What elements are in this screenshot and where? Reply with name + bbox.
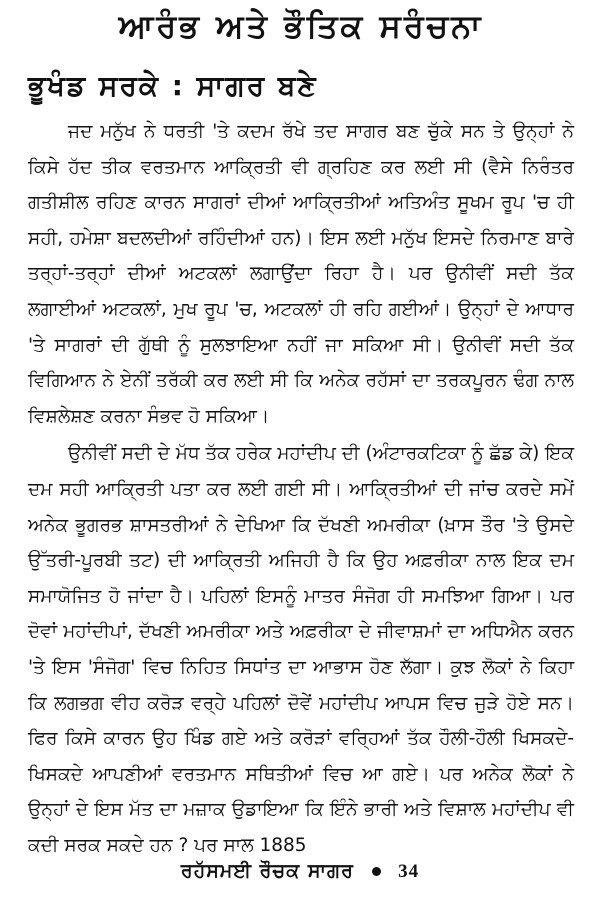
footer-book-title: ਰਹੱਸਮਈ ਰੌਚਕ ਸਾਗਰ — [180, 860, 354, 882]
page-number: 34 — [398, 861, 420, 882]
section-heading: ਭੂਖੰਡ ਸਰਕੇ : ਸਾਗਰ ਬਣੇ — [28, 69, 318, 102]
bullet-separator-icon — [372, 867, 381, 876]
chapter-title: ਆਰੰਭ ਅਤੇ ਭੌਤਿਕ ਸਰੰਚਨਾ — [118, 7, 484, 45]
page-footer — [0, 859, 600, 884]
body-paragraph-1: ਜਦ ਮਨੁੱਖ ਨੇ ਧਰਤੀ 'ਤੇ ਕਦਮ ਰੱਖੇ ਤਦ ਸਾਗਰ ਬਣ ਚੁੱਕੇ ਸਨ ਤੇ ਉਨ੍ਹਾਂ ਨੇ ਕਿਸੇ ਹੱਦ ਤੀਕ ਵਰਤਮਾਨ ਆਕ੍ਰਿਤੀ ਵੀ ਗ੍ਰਹਿਣ ਕਰ ਲਈ ਸੀ (ਵੈਸੇ ਨਿਰੰਤਰ ਗਤੀਸ਼ੀਲ ਰਹਿਣ ਕਾਰਨ ਸਾਗਰਾਂ ਦੀਆਂ ਆਕ੍ਰਿਤੀਆਂ ਅਤਿਅੰਤ ਸੂਖਮ ਰੂਪ 'ਚ ਹੀ ਸਹੀ, ਹਮੇਸ਼ਾ ਬਦਲਦੀਆਂ ਰਹਿੰਦੀਆਂ ਹਨ)। ਇਸ ਲਈ ਮਨੁੱਖ ਇਸਦੇ ਨਿਰਮਾਣ ਬਾਰੇ ਤਰ੍ਹਾਂ-ਤਰ੍ਹਾਂ ਦੀਆਂ ਅਟਕਲਾਂ ਲਗਾਉਂਦਾ ਰਿਹਾ ਹੈ। ਪਰ ਉਨੀਵੀਂ ਸਦੀ ਤੱਕ ਲਗਾਈਆਂ ਅਟਕਲਾਂ, ਮੁਖ ਰੂਪ 'ਚ, ਅਟਕਲਾਂ ਹੀ ਰਹਿ ਗਈਆਂ। ਉਨ੍ਹਾਂ ਦੇ ਆਧਾਰ 'ਤੇ ਸਾਗਰਾਂ ਦੀ ਗੁੱਥੀ ਨੂੰ ਸੁਲਝਾਇਆ ਨਹੀਂ ਜਾ ਸਕਿਆ ਸੀ। ਉਨੀਵੀਂ ਸਦੀ ਤੱਕ ਵਿਗਿਆਨ ਨੇ ਏਨੀਂ ਤਰੱਕੀ ਕਰ ਲਈ ਸੀ ਕਿ ਅਨੇਕ ਰਹੱਸਾਂ ਦਾ ਤਰਕਪੂਰਨ ਢੰਗ ਨਾਲ ਵਿਸ਼ਲੇਸ਼ਣ ਕਰਨਾ ਸੰਭਵ ਹੋ ਸਕਿਆ। — [28, 121, 574, 427]
body-paragraph-2: ਉਨੀਵੀਂ ਸਦੀ ਦੇ ਮੱਧ ਤੱਕ ਹਰੇਕ ਮਹਾਂਦੀਪ ਦੀ (ਅੰਟਾਰਕਟਿਕਾ ਨੂੰ ਛੱਡ ਕੇ) ਇਕ ਦਮ ਸਹੀ ਆਕ੍ਰਿਤੀ ਪਤਾ ਕਰ ਲਈ ਗਈ ਸੀ। ਆਕ੍ਰਿਤੀਆਂ ਦੀ ਜਾਂਚ ਕਰਦੇ ਸਮੇਂ ਅਨੇਕ ਭੂਗਰਭ ਸ਼ਾਸਤਰੀਆਂ ਨੇ ਦੇਖਿਆ ਕਿ ਦੱਖਣੀ ਅਮਰੀਕਾ (ਖ਼ਾਸ ਤੌਰ 'ਤੇ ਉਸਦੇ ਉੱਤਰੀ-ਪੂਰਬੀ ਤਟ) ਦੀ ਆਕ੍ਰਿਤੀ ਅਜਿਹੀ ਹੈ ਕਿ ਉਹ ਅਫ਼ਰੀਕਾ ਨਾਲ ਇਕ ਦਮ ਸਮਾਯੋਜਿਤ ਹੋ ਜਾਂਦਾ ਹੈ। ਪਹਿਲਾਂ ਇਸਨੂੰ ਮਾਤਰ ਸੰਜੋਗ ਹੀ ਸਮਝਿਆ ਗਿਆ। ਪਰ ਦੋਵਾਂ ਮਹਾਂਦੀਪਾਂ, ਦੱਖਣੀ ਅਮਰੀਕਾ ਅਤੇ ਅਫ਼ਰੀਕਾ ਦੇ ਜੀਵਾਸ਼ਮਾਂ ਦਾ ਅਧਿਐਨ ਕਰਨ 'ਤੇ ਇਸ 'ਸੰਜੋਗ' ਵਿਚ ਨਿਹਿਤ ਸਿਧਾਂਤ ਦਾ ਆਭਾਸ ਹੋਣ ਲੱਗਾ। ਕੁਝ ਲੋਕਾਂ ਨੇ ਕਿਹਾ ਕਿ ਲਗਭਗ ਵੀਹ ਕਰੋੜ ਵਰ੍ਹੇ ਪਹਿਲਾਂ ਦੋਵੇਂ ਮਹਾਂਦੀਪ ਆਪਸ ਵਿਚ ਜੁੜੇ ਹੋਏ ਸਨ। ਫਿਰ ਕਿਸੇ ਕਾਰਨ ਉਹ ਖਿੰਡ ਗਏ ਅਤੇ ਕਰੋੜਾਂ ਵਰ੍ਹਿਆਂ ਤੱਕ ਹੌਲੀ-ਹੌਲੀ ਖਿਸਕਦੇ-ਖਿਸਕਦੇ ਆਪਣੀਆਂ ਵਰਤਮਾਨ ਸਥਿਤੀਆਂ ਵਿਚ ਆ ਗਏ। ਪਰ ਅਨੇਕ ਲੋਕਾਂ ਨੇ ਉਨ੍ਹਾਂ ਦੇ ਇਸ ਮੱਤ ਦਾ ਮਜ਼ਾਕ ਉਡਾਇਆ ਕਿ ਇੰਨੇ ਭਾਰੀ ਅਤੇ ਵਿਸ਼ਾਲ ਮਹਾਂਦੀਪ ਵੀ ਕਦੀ ਸਰਕ ਸਕਦੇ ਹਨ ? ਪਰ ਸਾਲ 1885 — [28, 443, 574, 856]
